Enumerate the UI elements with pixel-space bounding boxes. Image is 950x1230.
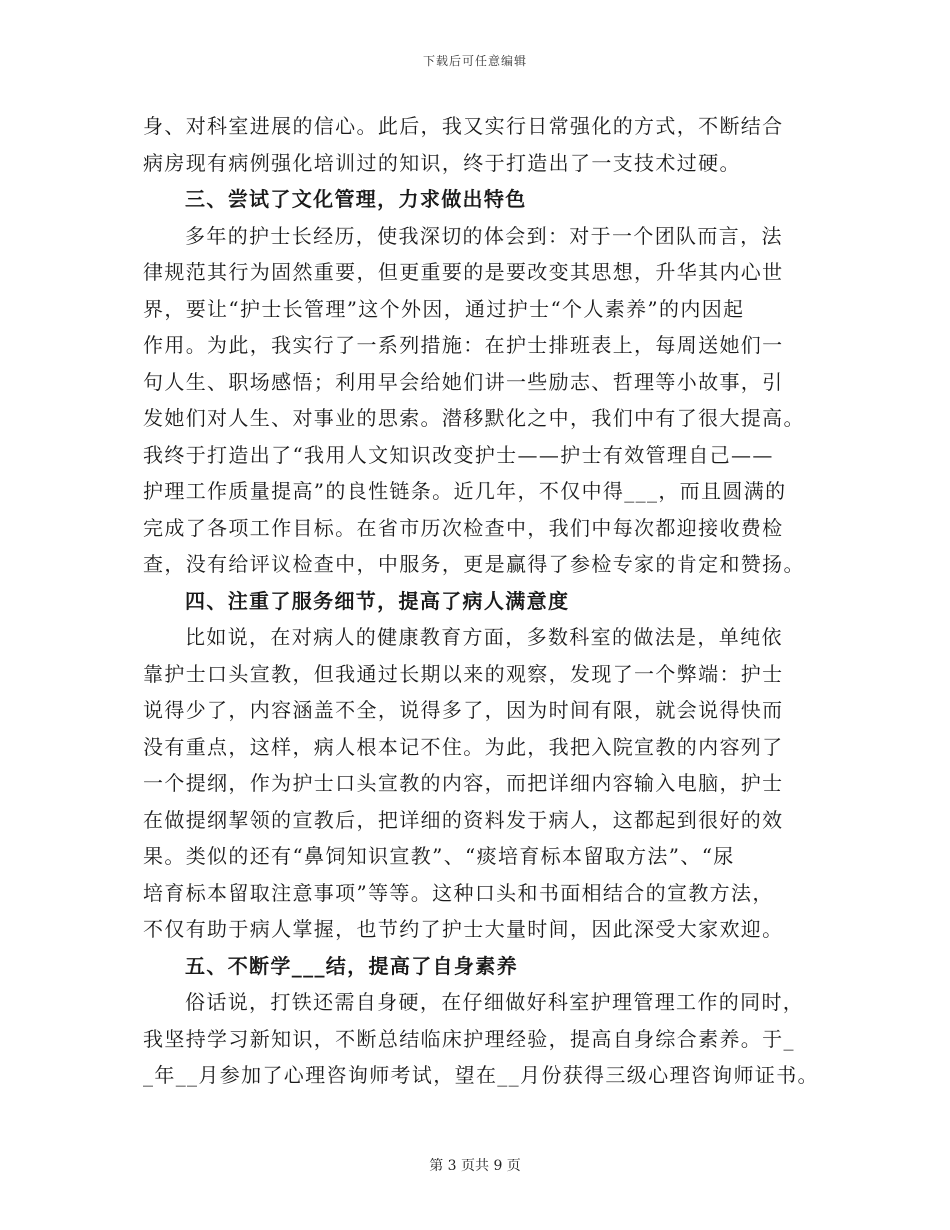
paragraph-line: 病房现有病例强化培训过的知识，终于打造出了一支技术过硬。 xyxy=(143,150,741,175)
paragraph-line: 句人生、职场感悟；利用早会给她们讲一些励志、哲理等小故事，引 xyxy=(143,369,784,394)
paragraph-line: 培育标本留取注意事项”等等。这种口头和书面相结合的宣教方法， xyxy=(143,880,774,905)
paragraph-line: 律规范其行为固然重要，但更重要的是要改变其思想，升华其内心世 xyxy=(143,260,784,284)
paragraph-line: 果。类似的还有“鼻饲知识宣教”、“痰培育标本留取方法”、“尿 xyxy=(143,844,735,868)
paragraph-line: 我终于打造出了“我用人文知识改变护士——护士有效管理自己—— xyxy=(143,442,774,467)
paragraph-line: 没有重点，这样，病人根本记不住。为此，我把入院宣教的内容列了 xyxy=(143,734,784,759)
paragraph-line: 完成了各项工作目标。在省市历次检查中，我们中每次都迎接收费检 xyxy=(143,515,784,540)
paragraph-line: 俗话说，打铁还需自身硬，在仔细做好科室护理管理工作的同时， xyxy=(185,990,805,1014)
paragraph-line: 作用。为此，我实行了一系列措施：在护士排班表上，每周送她们一 xyxy=(143,333,784,357)
paragraph-line: 护理工作质量提高”的良性链条。近几年，不仅中得___，而且圆满的 xyxy=(143,479,787,503)
paragraph-line: 查，没有给评议检查中，中服务，更是赢得了参检专家的肯定和赞扬。 xyxy=(143,552,805,576)
paragraph-line: 一个提纲，作为护士口头宣教的内容，而把详细内容输入电脑，护士 xyxy=(143,771,784,795)
paragraph-line: 说得少了，内容涵盖不全，说得多了，因为时间有限，就会说得快而 xyxy=(143,698,784,722)
paragraph-line: 界，要让“护士长管理”这个外因，通过护士“个人素养”的内因起 xyxy=(143,296,745,321)
paragraph-line: 发她们对人生、对事业的思索。潜移默化之中，我们中有了很大提高。 xyxy=(143,406,805,430)
paragraph-line: _年__月参加了心理咨询师考试，望在__月份获得三级心理咨询师证书。 xyxy=(143,1063,819,1087)
paragraph-line: 我坚持学习新知识，不断总结临床护理经验，提高自身综合素养。于_ xyxy=(143,1026,795,1051)
paragraph-line: 比如说，在对病人的健康教育方面，多数科室的做法是，单纯依 xyxy=(185,625,783,649)
paragraph-line: 在做提纲挈领的宣教后，把详细的资料发于病人，这都起到很好的效 xyxy=(143,807,784,832)
page-footer: 第 3 页共 9 页 xyxy=(429,1158,521,1174)
section-heading: 五、不断学___结，提高了自身素养 xyxy=(185,953,518,978)
document-body xyxy=(143,108,823,1094)
paragraph-line: 多年的护士长经历，使我深切的体会到：对于一个团队而言，法 xyxy=(185,223,783,248)
paragraph-line: 身、对科室进展的信心。此后，我又实行日常强化的方式，不断结合 xyxy=(143,114,784,138)
section-heading: 四、注重了服务细节，提高了病人满意度 xyxy=(185,588,570,613)
paragraph-line: 不仅有助于病人掌握，也节约了护士大量时间，因此深受大家欢迎。 xyxy=(143,917,784,941)
page-header: 下载后可任意编辑 xyxy=(422,54,527,68)
paragraph-line: 靠护士口头宣教，但我通过长期以来的观察，发现了一个弊端：护士 xyxy=(143,661,784,686)
section-heading: 三、尝试了文化管理，力求做出特色 xyxy=(185,187,527,211)
